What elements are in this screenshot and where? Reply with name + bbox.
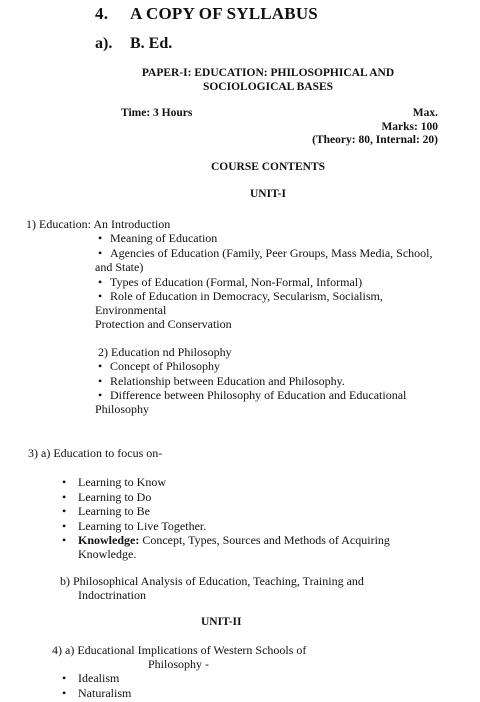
marks-split: (Theory: 80, Internal: 20) (312, 134, 438, 146)
course-contents-heading: COURSE CONTENTS (210, 161, 326, 173)
paper-title-line2: SOCIOLOGICAL BASES (202, 81, 334, 93)
subsection-title: B. Ed. (130, 35, 173, 52)
list-item-continuation: Protection and Conservation (95, 317, 232, 331)
bullet-icon: • (62, 504, 67, 518)
list-item: Idealism (78, 671, 120, 685)
bullet-icon: • (98, 246, 103, 260)
section-number: 4. (95, 4, 109, 23)
bullet-icon: • (62, 671, 67, 685)
list-item: Relationship between Education and Philosophy. (110, 374, 345, 388)
bullet-icon: • (98, 231, 103, 245)
list-item: Meaning of Education (110, 231, 218, 245)
bullet-icon: • (62, 686, 67, 700)
bullet-icon: • (98, 289, 103, 303)
list-item: Difference between Philosophy of Education and Educational (110, 388, 407, 402)
unit-2-heading: UNIT-II (201, 616, 242, 628)
list-item-continuation: Environmental (95, 303, 167, 317)
section-4-title: 4) a) Educational Implications of Western Schools of (52, 643, 307, 657)
section-1-title: 1) Education: An Introduction (26, 217, 171, 231)
subsection-label: a). (95, 35, 113, 52)
section-3-title: 3) a) Education to focus on- (28, 446, 163, 460)
max-label: Max. (412, 107, 438, 119)
list-item: Learning to Be (78, 504, 150, 518)
bullet-icon: • (98, 359, 103, 373)
list-item: Agencies of Education (Family, Peer Groups, Mass Media, School, (110, 246, 433, 260)
paper-title-line1: PAPER-I: EDUCATION: PHILOSOPHICAL AND (141, 67, 395, 79)
unit-1-heading: UNIT-I (249, 188, 286, 200)
knowledge-text: Concept, Types, Sources and Methods of Acquiring (139, 533, 390, 547)
section-4-title-continuation: Philosophy - (148, 657, 210, 671)
section-2-title: 2) Education nd Philosophy (98, 345, 232, 359)
list-item-continuation: Knowledge. (78, 547, 137, 561)
bullet-icon: • (62, 475, 67, 489)
list-item: Naturalism (78, 686, 132, 700)
list-item: Types of Education (Formal, Non-Formal, Informal) (110, 275, 363, 289)
list-item: Learning to Do (78, 490, 152, 504)
list-item: Concept of Philosophy (110, 359, 220, 373)
section-3b-title: b) Philosophical Analysis of Education, Teaching, Training and (60, 574, 364, 588)
bullet-icon: • (98, 388, 103, 402)
bullet-icon: • (62, 519, 67, 533)
list-item: Learning to Know (78, 475, 166, 489)
list-item-continuation: Philosophy (95, 402, 150, 416)
marks-label: Marks: 100 (381, 121, 438, 133)
time-label: Time: 3 Hours (121, 107, 193, 119)
bullet-icon: • (98, 275, 103, 289)
bullet-icon: • (62, 533, 67, 547)
list-item-continuation: and State) (95, 260, 144, 274)
list-item: Role of Education in Democracy, Secularism, Socialism, (110, 289, 383, 303)
bullet-icon: • (62, 490, 67, 504)
section-3b-continuation: Indoctrination (78, 588, 146, 602)
list-item (78, 533, 390, 547)
page-title: A COPY OF SYLLABUS (130, 4, 318, 23)
knowledge-label: Knowledge: (78, 533, 140, 547)
list-item: Learning to Live Together. (78, 519, 207, 533)
bullet-icon: • (98, 374, 103, 388)
